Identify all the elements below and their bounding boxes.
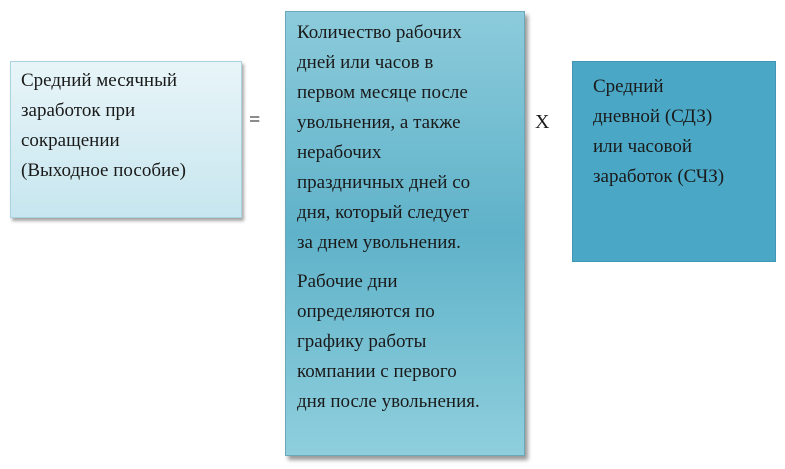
- average-earnings-line-1: Средний: [593, 76, 664, 97]
- working-days-box: [285, 11, 525, 456]
- definition-line-4: увольнения, а также: [297, 112, 461, 133]
- definition-line-5: нерабочих: [297, 142, 382, 163]
- average-earnings-line-3: или часовой: [593, 136, 692, 157]
- average-earnings-box: [572, 61, 776, 262]
- schedule-line-2: определяются по: [297, 301, 435, 322]
- equals-operator: =: [249, 109, 261, 131]
- severance-pay-line-2: заработок при: [21, 100, 136, 121]
- severance-pay-box: [10, 61, 242, 218]
- definition-line-6: праздничных дней со: [297, 172, 471, 193]
- definition-line-1: Количество рабочих: [297, 22, 462, 43]
- working-days-schedule-note: [297, 267, 513, 417]
- severance-pay-line-4: (Выходное пособие): [21, 160, 186, 181]
- multiply-operator: X: [535, 111, 550, 133]
- definition-line-2: дней или часов в: [297, 52, 434, 73]
- definition-line-8: за днем увольнения.: [297, 232, 461, 253]
- average-earnings-line-4: заработок (СЧЗ): [593, 166, 725, 187]
- schedule-line-4: компании с первого: [297, 361, 457, 382]
- schedule-line-1: Рабочие дни: [297, 271, 398, 292]
- schedule-line-3: графику работы: [297, 331, 427, 352]
- definition-line-7: дня, который следует: [297, 202, 470, 223]
- severance-pay-line-1: Средний месячный: [21, 70, 178, 91]
- severance-pay-line-3: сокращении: [21, 130, 120, 151]
- average-earnings-line-2: дневной (СДЗ): [593, 106, 713, 127]
- working-days-definition: [297, 18, 513, 258]
- schedule-line-5: дня после увольнения.: [297, 391, 480, 412]
- definition-line-3: первом месяце после: [297, 82, 468, 103]
